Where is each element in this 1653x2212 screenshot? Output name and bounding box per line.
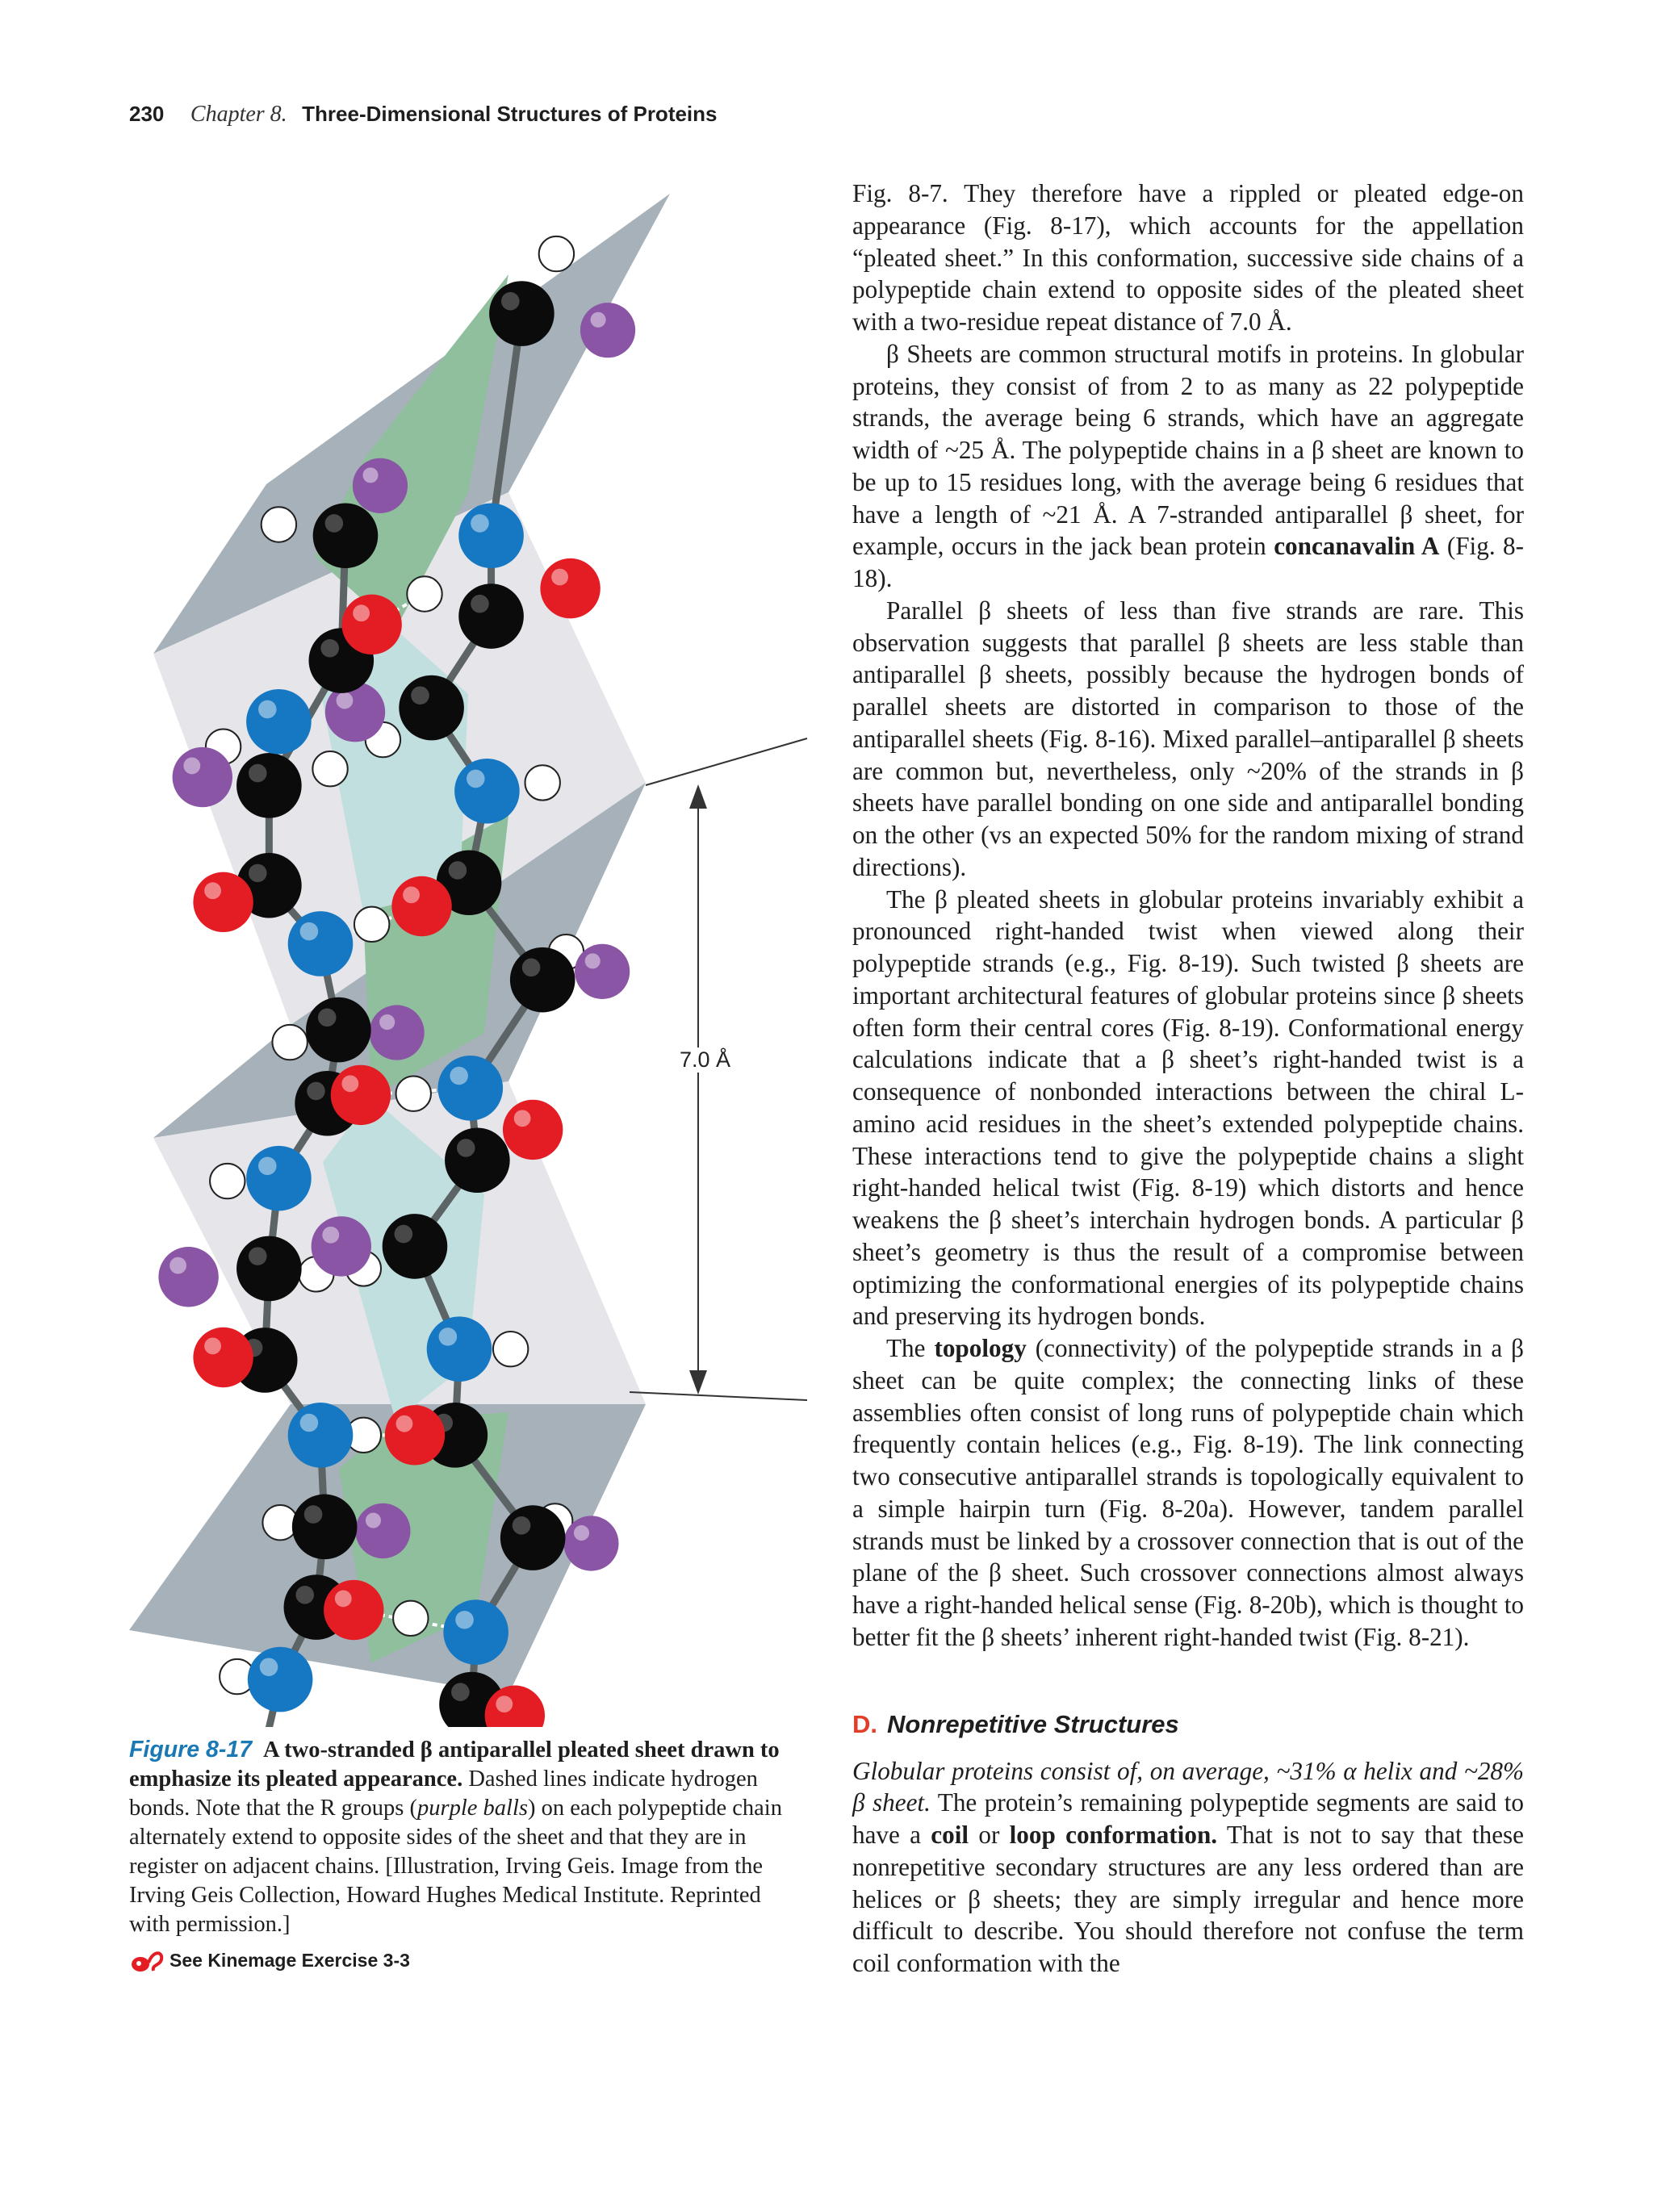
oxygen-atom-highlight [551,569,568,586]
oxygen-atom [324,1580,383,1640]
carbon-atom [236,753,302,818]
carbon-atom-highlight [320,639,339,658]
kinemage-link[interactable] [129,1946,410,1974]
carbon-atom-highlight [471,595,489,613]
paragraph-5 [852,1332,1524,1654]
caption-text-1: Dashed lines indicate hydrogen bonds. Note that the R groups ( [129,1767,758,1821]
nitrogen-atom-highlight [300,1414,319,1432]
carbon-atom [399,675,464,741]
nitrogen-atom-highlight [455,1611,474,1629]
oxygen-atom [503,1100,563,1160]
r-group-atom [158,1247,218,1307]
carbon-atom [236,1236,302,1302]
carbon-atom-highlight [295,1586,314,1604]
nitrogen-atom [288,911,354,976]
r-group-atom [173,747,232,807]
oxygen-atom [385,1405,445,1465]
beta-sheet-illustration [129,178,823,1727]
section-title: Nonrepetitive Structures [887,1709,1179,1738]
carbon-atom-highlight [318,1008,337,1027]
carbon-atom-highlight [451,1683,470,1701]
nitrogen-atom-highlight [300,922,319,941]
nitrogen-atom-highlight [471,514,489,533]
carbon-atom-highlight [513,1516,531,1535]
oxygen-atom-highlight [335,1590,352,1607]
carbon-atom [458,583,524,649]
nitrogen-atom-highlight [450,1067,468,1085]
caption-text-italic: purple balls [417,1796,528,1821]
oxygen-atom-highlight [396,1415,413,1432]
carbon-atom-highlight [411,686,429,705]
term-concanavalin: concanavalin A [1274,532,1440,561]
hydrogen-atom [525,765,560,800]
hydrogen-atom [493,1332,528,1366]
oxygen-atom-highlight [514,1110,531,1127]
kinemage-icon [129,1946,165,1974]
carbon-atom [292,1495,358,1560]
term-topology: topology [934,1334,1027,1362]
paragraph-5-text: (connectivity) of the polypeptide strands in a β sheet can be quite complex; the connecting links of these assemblies often consist of long runs of polypeptide chain which frequently contain helices (e.g., Fig. 8-19). The link connecting two consecutive antiparallel strands is topologically equivalent to a simple hairpin turn (Fig. 8-20a). However, tandem parallel strands must be linked by a crossover connection that is out of the plane of the β sheet. Such crossover connections almost always have a right-handed helical sense (Fig. 8-20b), which is thought to better fit the β sheets’ inherent right-handed twist (Fig. 8-21). [852,1334,1524,1651]
oxygen-atom-highlight [341,1075,358,1092]
paragraph-5-start: The [886,1334,935,1362]
term-coil: coil [931,1821,969,1849]
paragraph-6-end: That is not to say that these nonrepetitive secondary structures are any less ordered than are helices or β sheets; they are simply irregular and hence more difficult to describe. You should therefore not confuse the term coil conformation with the [852,1821,1525,1977]
hydrogen-atom [262,507,296,542]
page-number: 230 [129,102,165,126]
r-group-atom [563,1516,618,1570]
figure-caption [129,1735,807,1939]
oxygen-atom [331,1065,391,1125]
nitrogen-atom-highlight [260,1658,278,1676]
hydrogen-atom [210,1164,245,1198]
nitrogen-atom-highlight [467,770,485,788]
nitrogen-atom [454,759,520,824]
r-group-atom-highlight [169,1257,186,1274]
running-head [129,100,718,128]
carbon-atom-highlight [501,292,520,311]
oxygen-atom-highlight [353,604,370,621]
oxygen-atom [341,595,401,654]
carbon-atom [500,1505,566,1570]
paragraph-6-lead: Globular proteins consist of, on average, ~31% α helix and ~28% β sheet. [852,1756,1524,1817]
caption-text-2: ) on each polypeptide chain alternately extend to opposite sides of the sheet and that they are in register on adjacent chains. [Illustration, Irving Geis. Image from the Irving Geis Collection, Howard Hughes Medical Institute. Reprinted with permission.] [129,1796,782,1937]
nitrogen-atom [288,1403,354,1468]
paragraph-2-end: (Fig. 8-18). [852,532,1524,592]
kinemage-text: See Kinemage Exercise 3-3 [169,1949,410,1971]
caption-title: A two-stranded β antiparallel pleated sheet drawn to emphasize its pleated appearance. [129,1737,780,1792]
carbon-atom [445,1127,510,1193]
r-group-atom-highlight [322,1227,339,1244]
r-group-atom-highlight [362,467,378,483]
carbon-atom [489,281,554,346]
carbon-atom-highlight [325,514,344,533]
oxygen-atom [193,1328,253,1387]
nitrogen-atom [246,689,312,755]
paragraph-6-text: The protein’s remaining polypeptide segments are said to have a [852,1788,1524,1849]
r-group-atom-highlight [183,757,200,774]
oxygen-atom [193,872,253,932]
hydrogen-atom [393,1601,428,1636]
r-group-atom [355,1503,410,1558]
oxygen-atom-highlight [496,1696,513,1712]
figure-label: Figure 8-17 [129,1737,253,1762]
carbon-atom-highlight [522,959,541,977]
chapter-title: Three-Dimensional Structures of Proteins [302,102,718,126]
oxygen-atom-highlight [204,1337,221,1354]
r-group-atom [353,458,408,513]
nitrogen-atom [458,503,524,568]
oxygen-atom [540,558,600,618]
carbon-atom-highlight [449,861,467,880]
paragraph-2-text: β Sheets are common structural motifs in proteins. In globular proteins, they consist of from 2 to as many as 22 polypeptide strands, the average being 6 strands, which have an aggregate width of ~25 Å. The polypeptide chains in a β sheet are known to be up to 15 residues long, with the average being 6 residues that have a length of ~21 Å. A 7-stranded antiparallel β sheet, for example, occurs in the jack bean protein [852,339,1524,561]
r-group-atom-highlight [337,692,354,709]
hydrogen-atom [407,576,441,611]
carbon-atom-highlight [304,1505,323,1524]
hydrogen-atom [312,751,347,786]
paragraph-6 [852,1755,1524,1980]
nitrogen-atom [443,1599,508,1665]
carbon-atom-highlight [249,864,267,883]
nitrogen-atom [427,1316,492,1382]
body-text [852,178,1524,1980]
carbon-atom-highlight [249,764,267,783]
oxygen-atom-highlight [403,886,420,903]
r-group-atom-highlight [574,1525,589,1541]
r-group-atom-highlight [591,312,606,328]
term-loop-conformation: loop conformation. [1009,1821,1218,1849]
carbon-atom-highlight [457,1139,475,1157]
r-group-atom [312,1216,371,1276]
dimension-leader-bottom [630,1392,807,1400]
dimension-leader-top [646,738,807,785]
hydrogen-atom [539,236,574,271]
dimension-arrow-up [689,784,707,809]
paragraph-2 [852,338,1524,595]
paragraph-1: Fig. 8-7. They therefore have a rippled or pleated edge-on appearance (Fig. 8-17), which accounts for the appellation “pleated sheet.” In this conformation, successive side chains of a polypeptide chain extend to opposite sides of the pleated sheet with a two-residue repeat distance of 7.0 Å. [852,179,1524,336]
hydrogen-atom [354,907,389,942]
paragraph-4: The β pleated sheets in globular proteins invariably exhibit a pronounced right-handed twist when viewed along their polypeptide strands (e.g., Fig. 8-19). Such twisted β sheets are important architectural features of globular proteins since β sheets often form their central cores (Fig. 8-19). Conformational energy calculations indicate that a β sheet’s right-handed twist is a consequence of nonbonded interactions between the chiral L-amino acid residues in the sheet’s extended polypeptide chains. These interactions tend to give the polypeptide chains a slight right-handed helical twist (Fig. 8-19) which distorts and hence weakens the β sheet’s interchain hydrogen bonds. A particular β sheet’s geometry is thus the result of a compromise between optimizing the conformational energies of its polypeptide chains and preserving its hydrogen bonds. [852,884,1524,1331]
carbon-atom-highlight [395,1225,413,1244]
nitrogen-atom [248,1647,313,1712]
nitrogen-atom-highlight [258,1157,277,1176]
oxygen-atom-highlight [204,882,221,899]
nitrogen-atom-highlight [439,1328,458,1346]
dimension-arrow-down [689,1370,707,1395]
r-group-atom [370,1005,425,1060]
section-heading [852,1708,1524,1741]
r-group-atom-highlight [585,953,601,968]
carbon-atom-highlight [307,1082,325,1101]
carbon-atom [383,1214,448,1279]
hydrogen-atom [272,1025,307,1060]
r-group-atom-highlight [366,1512,381,1528]
paragraph-6-or: or [969,1821,1010,1849]
oxygen-atom [391,876,451,936]
nitrogen-atom-highlight [258,700,277,719]
dimension-label: 7.0 Å [676,1047,734,1073]
carbon-atom [510,947,575,1013]
nitrogen-atom [437,1056,503,1121]
r-group-atom [575,944,630,999]
r-group-atom-highlight [379,1014,395,1030]
figure-8-17 [129,178,823,1727]
nitrogen-atom [246,1146,312,1211]
chapter-label: Chapter 8. [190,102,287,127]
carbon-atom-highlight [249,1247,267,1265]
section-letter: D. [852,1709,877,1738]
paragraph-3: Parallel β sheets of less than five strands are rare. This observation suggests that parallel β sheets are less stable than antiparallel β sheets, possibly because the hydrogen bonds of parallel sheets are distorted in comparison to those of the antiparallel sheets (Fig. 8-16). Mixed parallel–antiparallel β sheets are common but, nevertheless, only ~20% of the strands in β sheets have parallel bonding on one side and antiparallel bonding on the other (vs an expected 50% for the random mixing of strand directions). [852,596,1524,881]
hydrogen-atom [396,1077,431,1111]
carbon-atom [313,503,379,568]
carbon-atom [306,997,371,1063]
r-group-atom [580,303,635,358]
